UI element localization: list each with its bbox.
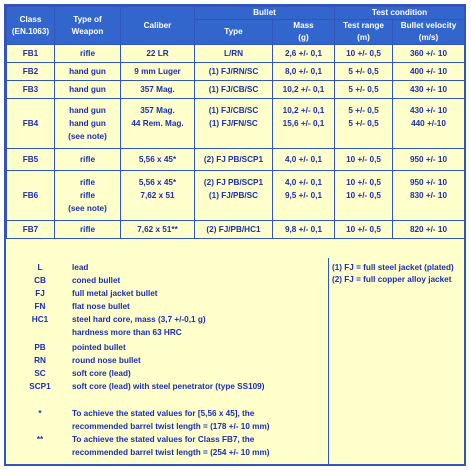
header-bullet: Bullet — [195, 7, 335, 20]
table-row: FB2 hand gun 9 mm Luger (1) FJ/RN/SC 8,0 +/- 0,1 5 +/- 0,5 400 +/- 10 — [7, 63, 465, 81]
list-item: FJ full metal jacket bullet — [35, 289, 158, 298]
header-test-condition: Test condition — [335, 7, 465, 20]
table-row: FB5 rifle 5,56 x 45* (2) FJ PB/SCP1 4,0 +/- 0,1 10 +/- 0,5 950 +/- 10 — [7, 149, 465, 171]
header-weapon: Type of Weapon — [55, 7, 121, 45]
header-velocity: Bullet velocity (m/s) — [393, 20, 465, 45]
ballistic-table — [6, 6, 465, 239]
list-item: hardness more than 63 HRC — [72, 328, 182, 337]
list-item: PB pointed bullet — [34, 343, 126, 352]
list-item: RN round nose bullet — [34, 356, 141, 365]
list-item: ** To achieve the stated values for Class FB7, the — [36, 435, 255, 444]
header-caliber: Caliber — [121, 7, 195, 45]
header-class: Class (EN.1063) — [7, 7, 55, 45]
list-item: recommended barrel twist length = (254 +/- 10 mm) — [72, 448, 270, 457]
list-item: FN flat nose bullet — [34, 302, 130, 311]
table-row: FB4 hand gun hand gun (see note) 357 Mag. 44 Rem. Mag. (1) FJ/CB/SC (1) FJ/FN/SC 10,2 +/- 0,1 15,6 +/- 0,1 5 +/- 0,5 5 +/- 0,5 430 +/- 10 440 +/-10 — [7, 99, 465, 149]
list-item: CB coned bullet — [34, 276, 121, 285]
table-row: FB7 rifle 7,62 x 51** (2) FJ/PB/HC1 9,8 +/- 0,1 10 +/- 0,5 820 +/- 10 — [7, 221, 465, 239]
list-item: HC1 steel hard core, mass (3,7 +/-0,1 g) — [31, 315, 206, 324]
list-item: recommended barrel twist length = (178 +/- 10 mm) — [72, 422, 270, 431]
header-test-range: Test range (m) — [335, 20, 393, 45]
list-item: * To achieve the stated values for [5,56 x 45], the — [38, 409, 255, 418]
ballistic-table-panel — [4, 4, 466, 466]
note-item: (2) FJ = full copper alloy jacket — [332, 275, 452, 284]
list-item: SC soft core (lead) — [34, 369, 131, 378]
header-mass: Mass (g) — [273, 20, 335, 45]
list-item: SCP1 soft core (lead) with steel penetrator (type SS109) — [29, 382, 265, 391]
header-type: Type — [195, 20, 273, 45]
list-item: L lead — [37, 263, 89, 272]
table-row: FB6 rifle rifle (see note) 5,56 x 45* 7,62 x 51 (2) FJ PB/SCP1 (1) FJ/PB/SC 4,0 +/- 0,1 9,5 +/- 0,1 10 +/- 0,5 10 +/- 0,5 950 +/- 10 830 +/- 10 — [7, 171, 465, 221]
table-row: FB3 hand gun 357 Mag. (1) FJ/CB/SC 10,2 +/- 0,1 5 +/- 0,5 430 +/- 10 — [7, 81, 465, 99]
abbreviation-legend — [6, 258, 329, 464]
legend-section — [6, 258, 464, 464]
jacket-notes — [332, 262, 464, 286]
table-row: FB1 rifle 22 LR L/RN 2,6 +/- 0,1 10 +/- 0,5 360 +/- 10 — [7, 45, 465, 63]
note-item: (1) FJ = full steel jacket (plated) — [332, 263, 454, 272]
